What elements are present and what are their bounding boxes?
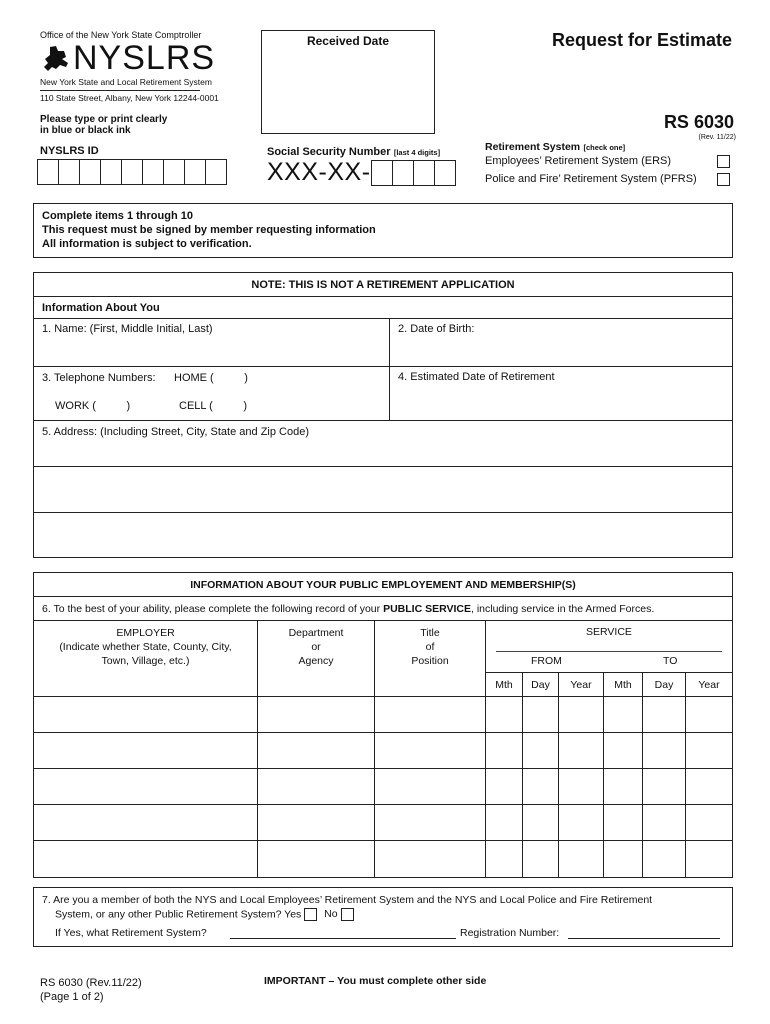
from-day-cell[interactable] bbox=[523, 769, 559, 805]
department-cell[interactable] bbox=[258, 697, 375, 733]
department-cell[interactable] bbox=[258, 841, 375, 877]
ers-checkbox[interactable] bbox=[717, 155, 730, 168]
id-digit[interactable] bbox=[142, 159, 164, 185]
id-digit[interactable] bbox=[79, 159, 101, 185]
print-instructions: Please type or print clearly in blue or black ink bbox=[40, 114, 168, 136]
home-phone: HOME ( ) bbox=[174, 372, 248, 384]
ssn-digit[interactable] bbox=[392, 160, 414, 186]
from-year-cell[interactable] bbox=[559, 769, 604, 805]
title-cell[interactable] bbox=[375, 769, 486, 805]
to-year-cell[interactable] bbox=[686, 805, 732, 841]
employment-section bbox=[33, 572, 733, 878]
title-col-header: Title of Position bbox=[375, 621, 486, 697]
nyslrs-logo bbox=[40, 39, 240, 77]
pfrs-checkbox[interactable] bbox=[717, 173, 730, 186]
received-date-box bbox=[261, 30, 435, 134]
address-field-line2[interactable] bbox=[34, 467, 732, 513]
to-year-cell[interactable] bbox=[686, 841, 732, 877]
from-day-cell[interactable] bbox=[523, 805, 559, 841]
title-cell[interactable] bbox=[375, 805, 486, 841]
to-mth-cell[interactable] bbox=[604, 841, 643, 877]
ssn-hint: [last 4 digits] bbox=[393, 148, 441, 157]
from-year-cell[interactable] bbox=[559, 805, 604, 841]
form-number: RS 6030 bbox=[663, 112, 734, 132]
from-year-cell[interactable] bbox=[559, 733, 604, 769]
department-cell[interactable] bbox=[258, 769, 375, 805]
to-mth-cell[interactable] bbox=[604, 805, 643, 841]
to-label: TO bbox=[663, 655, 678, 667]
name-field[interactable]: 1. Name: (First, Middle Initial, Last) bbox=[34, 319, 390, 367]
from-mth-cell[interactable] bbox=[486, 841, 523, 877]
employer-cell[interactable] bbox=[34, 841, 258, 877]
from-mth-cell[interactable] bbox=[486, 733, 523, 769]
id-digit[interactable] bbox=[37, 159, 59, 185]
day-to-header: Day bbox=[643, 673, 686, 697]
id-digit[interactable] bbox=[121, 159, 143, 185]
title-cell[interactable] bbox=[375, 841, 486, 877]
important-notice: IMPORTANT – You must complete other side bbox=[264, 975, 487, 987]
to-year-cell[interactable] bbox=[686, 769, 732, 805]
employer-cell[interactable] bbox=[34, 769, 258, 805]
from-label: FROM bbox=[531, 655, 562, 667]
from-year-cell[interactable] bbox=[559, 697, 604, 733]
ssn-prefix: XXX-XX- bbox=[267, 158, 371, 186]
if-yes-label: If Yes, what Retirement System? bbox=[55, 927, 207, 939]
address-field-line1[interactable]: 5. Address: (Including Street, City, State and Zip Code) bbox=[34, 421, 732, 467]
employer-cell[interactable] bbox=[34, 805, 258, 841]
agency-header bbox=[40, 30, 240, 104]
ssn-label: Social Security Number bbox=[267, 146, 391, 158]
work-phone: WORK ( ) bbox=[55, 400, 131, 412]
telephone-field[interactable]: 3. Telephone Numbers: HOME ( ) WORK ( ) CELL ( ) bbox=[34, 367, 390, 421]
nyslrs-id-field[interactable] bbox=[37, 159, 226, 185]
retirement-system-label: Retirement System [check one] bbox=[485, 141, 626, 153]
form-revision: (Rev. 11/22) bbox=[698, 134, 736, 141]
ssn-field bbox=[267, 158, 455, 187]
mth-from-header: Mth bbox=[486, 673, 523, 697]
from-mth-cell[interactable] bbox=[486, 697, 523, 733]
item6-instruction: 6. To the best of your ability, please complete the following record of your PUBLIC SERVICE, including service in the Armed Forces. bbox=[34, 597, 732, 621]
employer-col-header: EMPLOYER (Indicate whether State, County, City, Town, Village, etc.) bbox=[34, 621, 258, 697]
nyslrs-id-label: NYSLRS ID bbox=[40, 145, 99, 157]
ssn-label-group bbox=[267, 144, 440, 158]
item7-line2: System, or any other Public Retirement System? Yes No bbox=[55, 908, 354, 921]
to-year-cell[interactable] bbox=[686, 733, 732, 769]
instructions-box: Complete items 1 through 10 This request must be signed by member requesting information All information is subject to verification. bbox=[33, 203, 733, 258]
system-name: New York State and Local Retirement System bbox=[40, 77, 212, 87]
title-cell[interactable] bbox=[375, 733, 486, 769]
from-day-cell[interactable] bbox=[523, 841, 559, 877]
id-digit[interactable] bbox=[205, 159, 227, 185]
year-from-header: Year bbox=[559, 673, 604, 697]
to-day-cell[interactable] bbox=[643, 841, 686, 877]
from-mth-cell[interactable] bbox=[486, 769, 523, 805]
service-col-header: SERVICE FROM TO bbox=[486, 621, 732, 673]
from-day-cell[interactable] bbox=[523, 733, 559, 769]
id-digit[interactable] bbox=[184, 159, 206, 185]
footer-form-info: RS 6030 (Rev.11/22) (Page 1 of 2) bbox=[40, 977, 142, 1003]
title-cell[interactable] bbox=[375, 697, 486, 733]
id-digit[interactable] bbox=[58, 159, 80, 185]
not-application-note: NOTE: THIS IS NOT A RETIREMENT APPLICATION bbox=[34, 273, 732, 297]
received-date-label: Received Date bbox=[306, 34, 390, 48]
id-digit[interactable] bbox=[163, 159, 185, 185]
day-from-header: Day bbox=[523, 673, 559, 697]
info-about-you-heading: Information About You bbox=[34, 297, 732, 319]
membership-section bbox=[33, 887, 733, 947]
employment-heading: INFORMATION ABOUT YOUR PUBLIC EMPLOYEMENT AND MEMBERSHIP(S) bbox=[34, 573, 732, 597]
department-col-header: Department or Agency bbox=[258, 621, 375, 697]
ssn-digit[interactable] bbox=[434, 160, 456, 186]
yes-checkbox[interactable] bbox=[304, 908, 317, 921]
other-system-field[interactable] bbox=[230, 938, 456, 939]
personal-info-section bbox=[33, 272, 733, 558]
address-field-line3[interactable] bbox=[34, 513, 732, 557]
ssn-digit[interactable] bbox=[413, 160, 435, 186]
retirement-option-ers[interactable]: Employees’ Retirement System (ERS) bbox=[485, 155, 730, 167]
to-day-cell[interactable] bbox=[643, 733, 686, 769]
registration-field[interactable] bbox=[568, 938, 720, 939]
from-day-cell[interactable] bbox=[523, 697, 559, 733]
nys-map-icon bbox=[42, 45, 72, 73]
registration-label: Registration Number: bbox=[460, 927, 560, 939]
ssn-digit[interactable] bbox=[371, 160, 393, 186]
retirement-option-pfrs[interactable]: Police and Fire’ Retirement System (PFRS) bbox=[485, 173, 730, 185]
dob-field[interactable]: 2. Date of Birth: bbox=[390, 319, 732, 367]
no-checkbox[interactable] bbox=[341, 908, 354, 921]
department-cell[interactable] bbox=[258, 733, 375, 769]
item7-question: 7. Are you a member of both the NYS and Local Employees’ Retirement System and the NYS and Local Police and Fire Retirement bbox=[42, 894, 653, 906]
system-address: 110 State Street, Albany, New York 12244-0001 bbox=[40, 93, 219, 103]
to-day-cell[interactable] bbox=[643, 697, 686, 733]
cell-phone: CELL ( ) bbox=[179, 400, 248, 412]
from-mth-cell[interactable] bbox=[486, 805, 523, 841]
office-name: Office of the New York State Comptroller bbox=[40, 30, 202, 40]
logo-text: NYSLRS bbox=[73, 39, 216, 77]
form-title: Request for Estimate bbox=[551, 30, 732, 50]
mth-to-header: Mth bbox=[604, 673, 643, 697]
id-digit[interactable] bbox=[100, 159, 122, 185]
to-mth-cell[interactable] bbox=[604, 769, 643, 805]
to-mth-cell[interactable] bbox=[604, 733, 643, 769]
from-year-cell[interactable] bbox=[559, 841, 604, 877]
retirement-date-field[interactable]: 4. Estimated Date of Retirement bbox=[390, 367, 732, 421]
to-day-cell[interactable] bbox=[643, 805, 686, 841]
to-day-cell[interactable] bbox=[643, 769, 686, 805]
to-year-cell[interactable] bbox=[686, 697, 732, 733]
employer-cell[interactable] bbox=[34, 733, 258, 769]
year-to-header: Year bbox=[686, 673, 732, 697]
department-cell[interactable] bbox=[258, 805, 375, 841]
employer-cell[interactable] bbox=[34, 697, 258, 733]
to-mth-cell[interactable] bbox=[604, 697, 643, 733]
